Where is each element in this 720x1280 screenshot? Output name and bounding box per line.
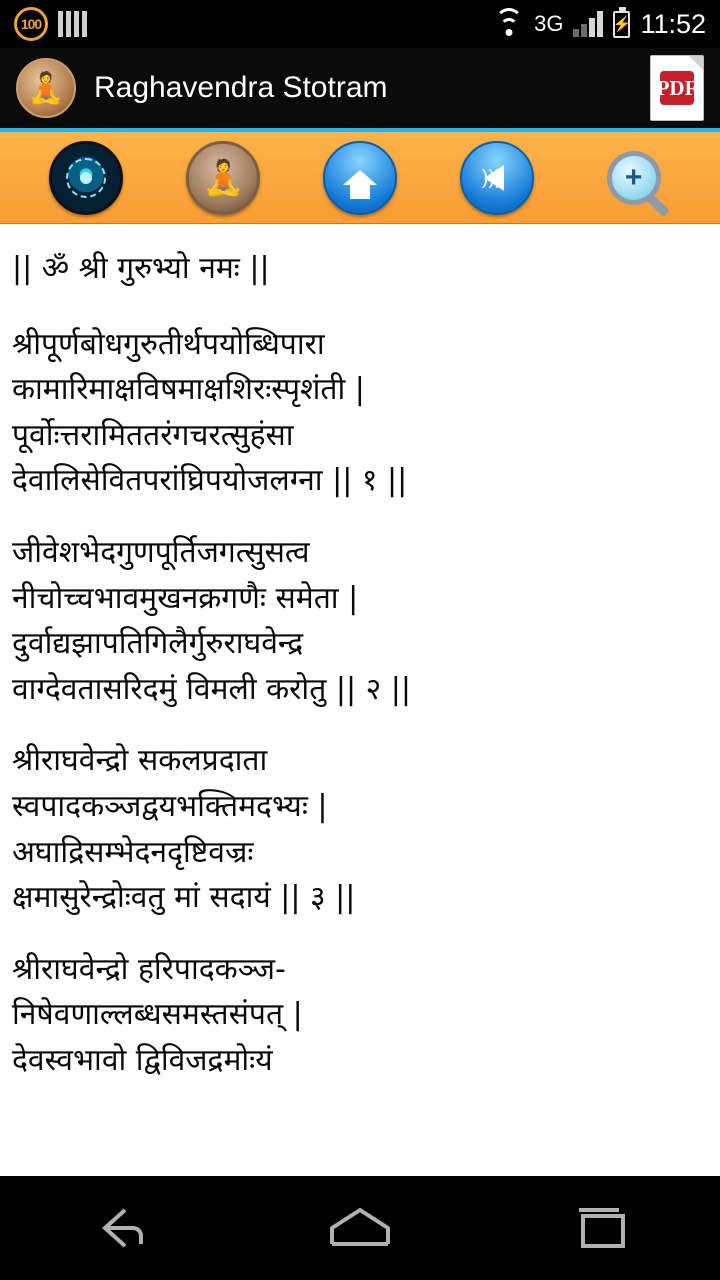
verse-1-line-4: देवालिसेवितपरांघ्रिपयोजलग्ना || १ || [12,463,408,499]
signal-bars-icon [58,11,87,37]
verse-4-line-3: देवस्वभावो द्विविजद्रमोःयं [12,1042,273,1078]
app-logo-glyph: 🧘 [27,71,65,105]
status-bar-clock: 11:52 [640,8,706,39]
app-logo-saint-icon [16,58,76,118]
verse-3-line-3: अघाद्रिसम्भेदनदृष्टिवज्रः [12,834,254,870]
magnifier-plus-icon [607,151,661,205]
stotram-content[interactable] [0,224,720,1176]
audio-button[interactable] [460,141,534,215]
verse-1-line-1: श्रीपूर्णबोधगुरुतीर्थपयोब्धिपारा [12,326,325,362]
verse-1-line-3: पूर्वोःत्तरामिततरंगचरत्सुहंसा [12,417,294,453]
verse-4-line-2: निषेवणाल्लब्धसमस्तसंपत् | [12,997,303,1033]
saint-image-button[interactable] [186,141,260,215]
sound-wave-icon: ))) [481,166,502,189]
system-navigation-bar [0,1176,720,1280]
battery-percent-circle-icon [14,7,48,41]
status-bar-right [494,9,706,40]
spacer [12,292,708,322]
home-icon [343,170,377,185]
zoom-in-button[interactable] [597,141,671,215]
verse-2-line-1: जीवेशभेदगुणपूर्तिजगत्सुसत्व [12,534,310,570]
speaker-volume-icon [481,165,504,191]
verse-2-line-3: दुर्वाद्यझापतिगिलैर्गुरुराघवेन्द्र [12,626,304,662]
spacer [12,504,708,530]
saint-portrait-icon: 🧘 [202,158,245,197]
home-button[interactable] [323,141,397,215]
wifi-icon [494,12,524,36]
invocation-line: || ॐ श्री गुरुभ्यो नमः || [12,251,270,286]
battery-bolt-glyph: ⚡ [612,15,632,33]
spacer [12,921,708,947]
network-type-label: 3G [534,11,564,36]
recent-apps-icon[interactable] [569,1202,633,1254]
pdf-label: PDF [660,71,694,105]
chakra-wheel-icon [66,158,106,198]
app-bar [0,48,720,132]
verse-2-line-2: नीचोच्चभावमुखनक्रगणैः समेता | [12,580,359,616]
page-title: Raghavendra Stotram [94,71,388,104]
status-bar [0,0,720,48]
verse-3-line-1: श्रीराघवेन्द्रो सकलप्रदाता [12,743,268,779]
verse-2-line-4: वाग्देवतासरिदमुं विमली करोतु || २ || [12,671,411,707]
home-outline-icon[interactable] [324,1202,396,1254]
action-toolbar [0,132,720,224]
verse-1-line-2: कामारिमाक्षविषमाक्षशिरःस्पृशंती | [12,372,365,408]
battery-charging-icon [613,11,630,38]
zoom-plus-label: + [624,160,643,194]
pdf-file-icon[interactable] [650,55,704,121]
back-arrow-icon[interactable] [87,1202,151,1254]
verse-4-line-1: श्रीराघवेन्द्रो हरिपादकञ्ज- [12,951,286,987]
battery-percent-label: 100 [20,16,42,32]
chakra-button[interactable] [49,141,123,215]
cell-signal-icon [573,11,603,37]
verse-3-line-2: स्वपादकञ्जद्वयभक्तिमदभ्यः | [12,788,328,824]
status-bar-left [14,7,87,41]
verse-3-line-4: क्षमासुरेन्द्रोःवतु मां सदायं || ३ || [12,880,356,916]
spacer [12,712,708,738]
